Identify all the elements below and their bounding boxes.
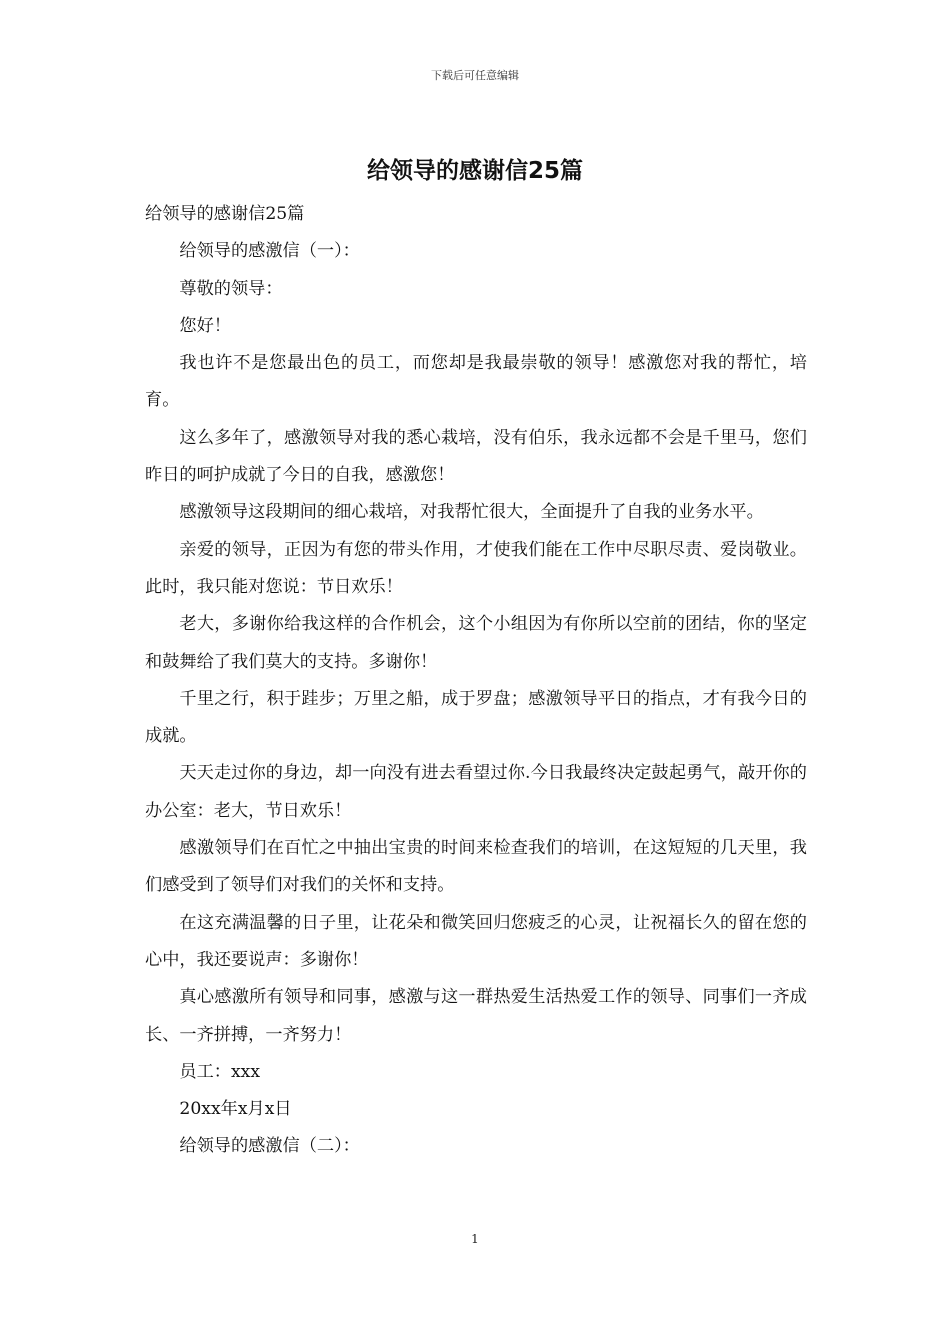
paragraph: 在这充满温馨的日子里，让花朵和微笑回归您疲乏的心灵，让祝福长久的留在您的心中，我还要说声：多谢你！ (145, 912, 807, 970)
paragraph: 亲爱的领导，正因为有您的带头作用，才使我们能在工作中尽职尽责、爱岗敬业。此时，我只能对您说：节日欢乐！ (145, 539, 807, 597)
paragraph-greeting: 您好！ (179, 315, 231, 336)
paragraph: 感激领导这段期间的细心栽培，对我帮忙很大，全面提升了自我的业务水平。 (179, 502, 764, 523)
document-subtitle: 给领导的感谢信25篇 (145, 204, 305, 224)
paragraph: 感激领导们在百忙之中抽出宝贵的时间来检查我们的培训，在这短短的几天里，我们感受到了领导们对我们的关怀和支持。 (145, 838, 807, 896)
paragraph: 千里之行，积于跬步；万里之船，成于罗盘；感激领导平日的指点，才有我今日的成就。 (145, 688, 807, 747)
paragraph-letter-heading: 给领导的感激信（一）： (179, 241, 360, 262)
paragraph-letter-heading: 给领导的感激信（二）： (179, 1136, 360, 1157)
paragraph: 我也许不是您最出色的员工，而您却是我最崇敬的领导！感激您对我的帮忙，培育。 (145, 353, 807, 411)
paragraph: 天天走过你的身边，却一向没有进去看望过你.今日我最终决定鼓起勇气，敲开你的办公室：老大，节日欢乐！ (145, 763, 807, 821)
document-title: 给领导的感谢信25篇 (366, 158, 583, 184)
paragraph: 老大，多谢你给我这样的合作机会，这个小组因为有你所以空前的团结，你的坚定和鼓舞给了我们莫大的支持。多谢你！ (145, 614, 807, 672)
header-note: 下载后可任意编辑 (431, 69, 519, 82)
paragraph: 这么多年了，感激领导对我的悉心栽培，没有伯乐，我永远都不会是千里马，您们昨日的呵护成就了今日的自我，感激您！ (145, 427, 807, 486)
document-body (145, 196, 807, 1166)
date-line: 20xx年x月x日 (179, 1099, 292, 1120)
paragraph: 真心感激所有领导和同事，感激与这一群热爱生活热爱工作的领导、同事们一齐成长、一齐拼搏，一齐努力！ (145, 987, 807, 1045)
paragraph-salutation: 尊敬的领导： (179, 278, 283, 299)
page-number: 1 (471, 1232, 479, 1246)
signature-line: 员工：xxx (179, 1061, 261, 1082)
